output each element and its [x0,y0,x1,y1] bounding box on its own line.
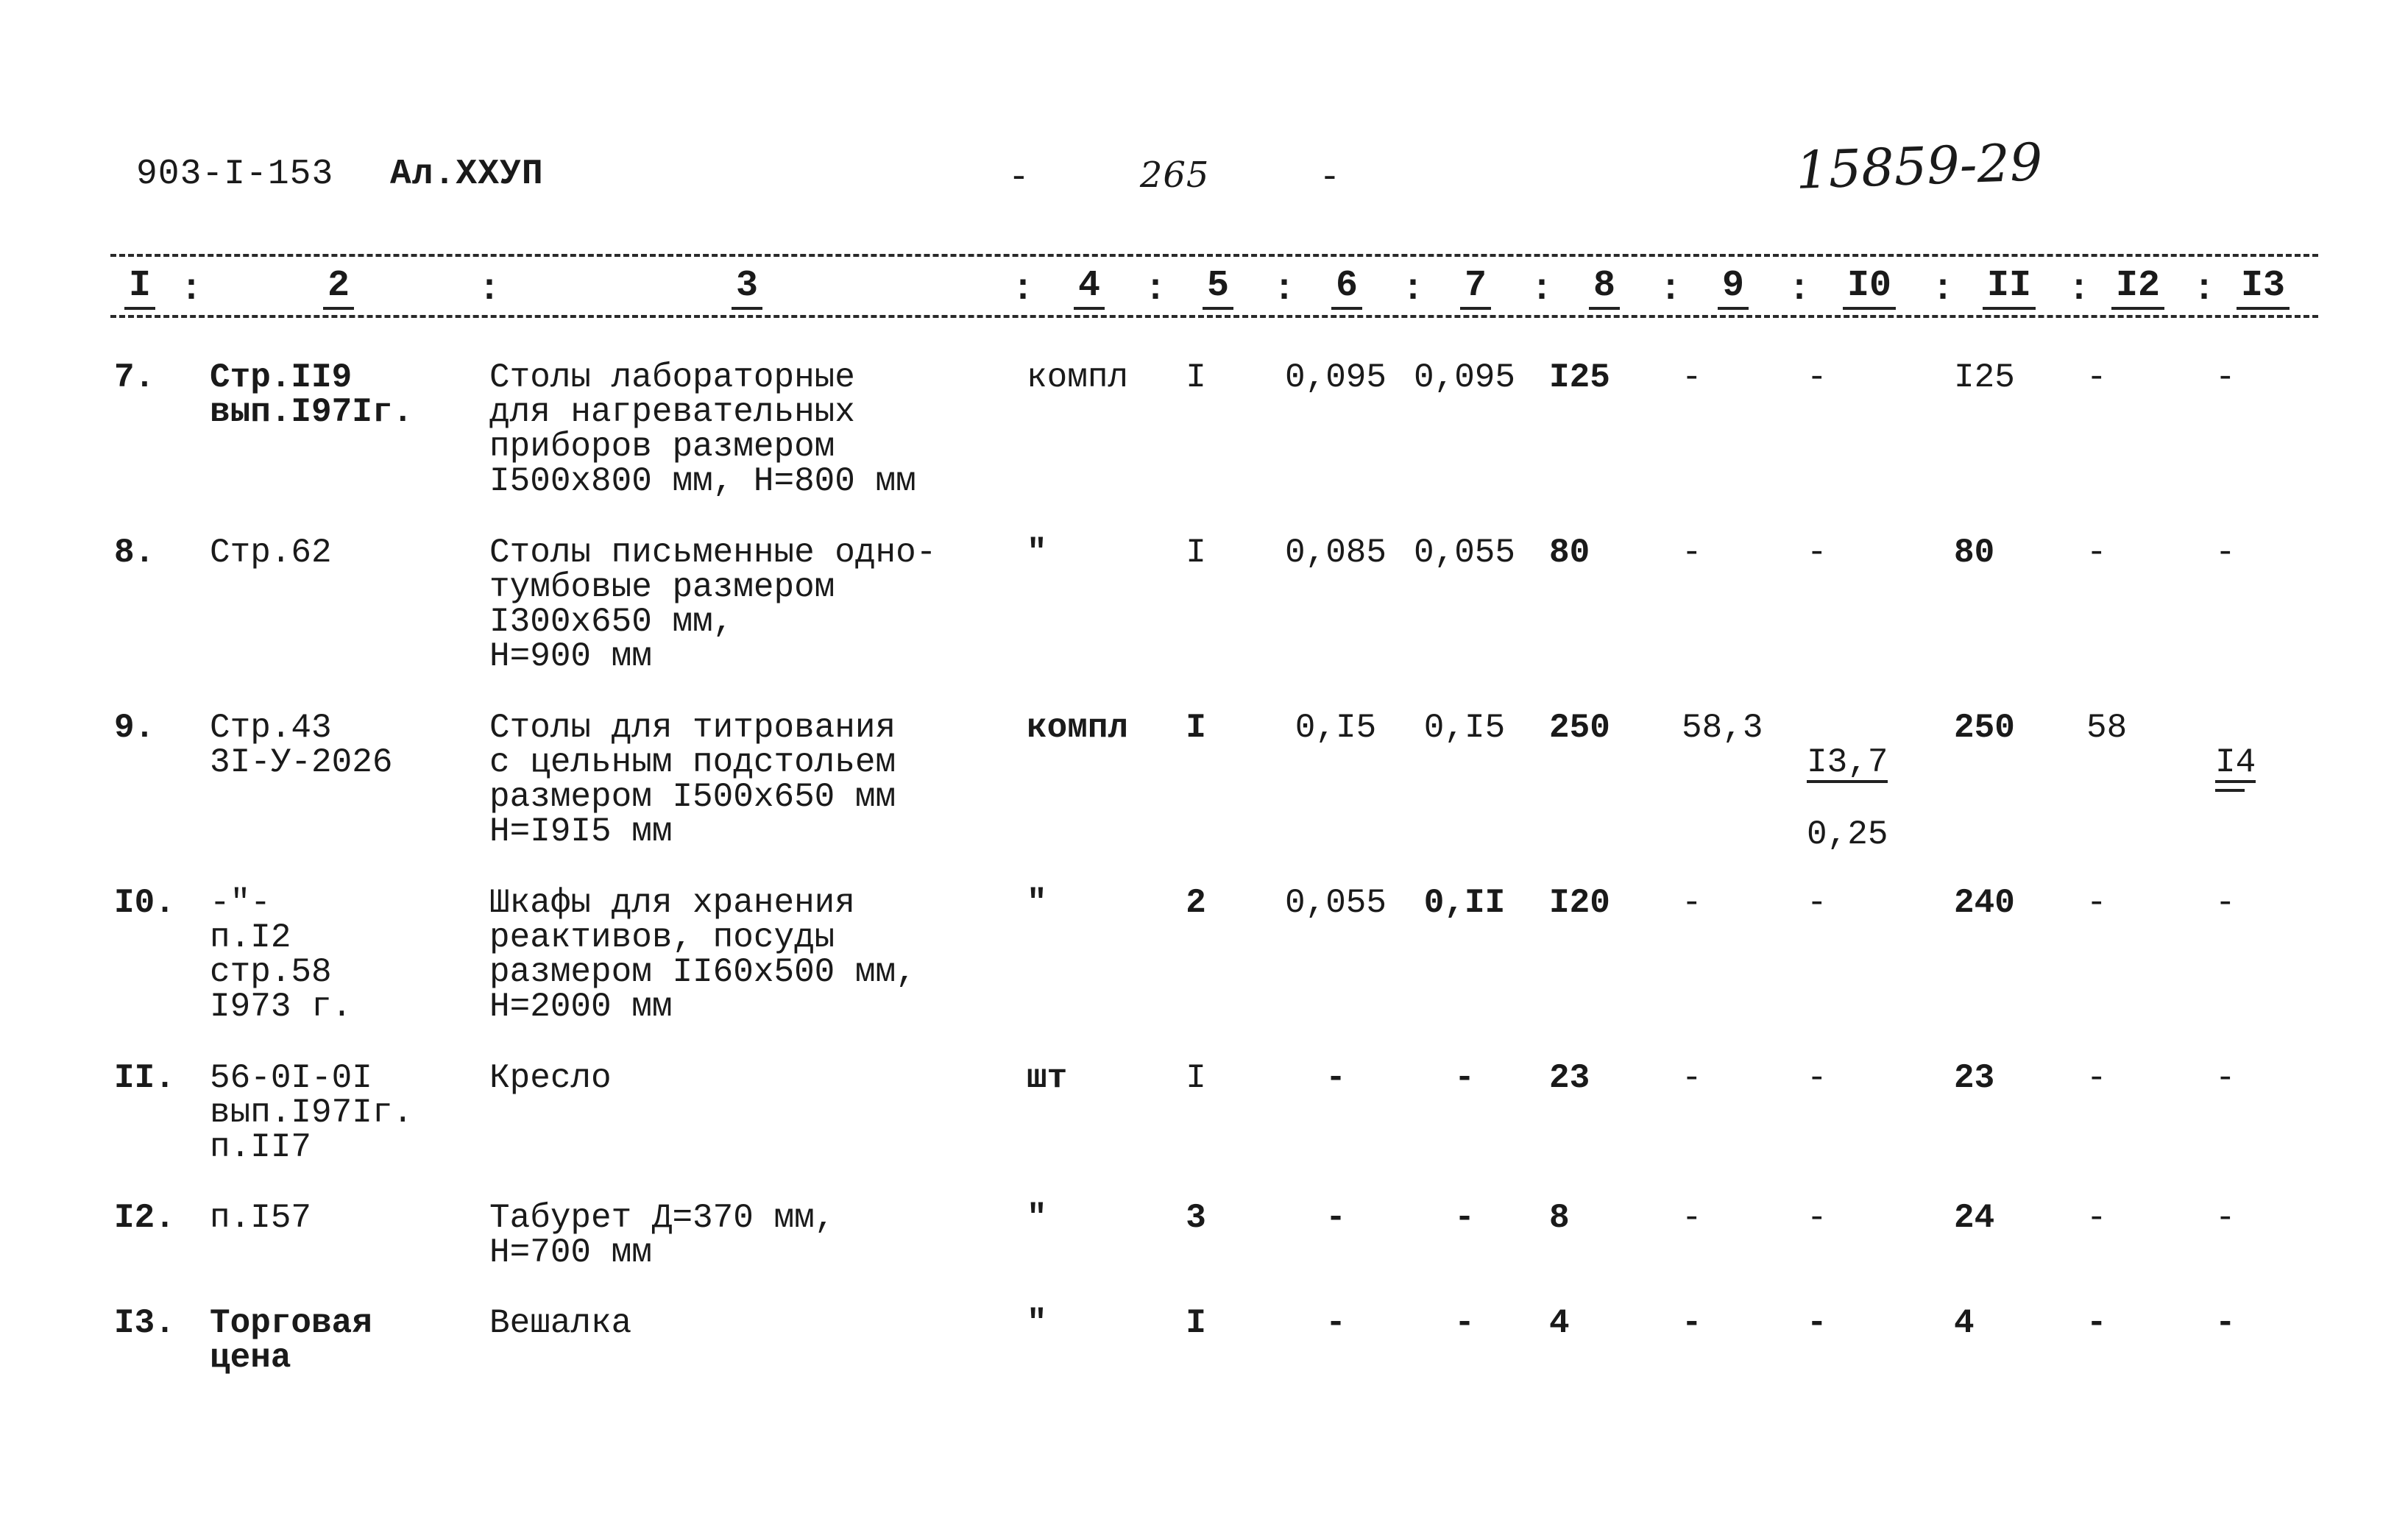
row-name: Столы для титрования с цельным подстольем размером I500x650 мм Н=I9I5 мм [489,709,896,851]
row-unit: " [1027,534,1047,572]
column-separator: : [1012,269,1035,311]
column-separator: : [1531,269,1554,311]
row-unit: компл [1027,709,1129,747]
row-col11: 240 [1954,884,2015,922]
column-header-12: I2 [2083,265,2193,309]
row-col8: I25 [1549,358,1610,397]
column-header-5: 5 [1163,265,1273,309]
row-col11: 24 [1954,1199,1995,1237]
row-number: I3. [114,1304,175,1342]
row-col6: 0,095 [1284,358,1387,397]
row-source: Стр.62 [210,534,332,572]
fraction-numerator: I3,7 [1807,743,1888,782]
row-col6: - [1325,1304,1346,1342]
row-source: -"- п.I2 стр.58 I973 г. [210,884,353,1026]
column-separator: : [1273,269,1296,311]
row-col6: 0,085 [1284,534,1387,572]
row-col8: 250 [1549,709,1610,747]
row-col7: - [1454,1199,1475,1237]
row-col12: - [2086,1199,2107,1237]
column-header-4: 4 [1034,265,1144,309]
row-col11: 80 [1954,534,1995,572]
row-number: 8. [114,534,155,572]
column-separator: : [1402,269,1425,311]
row-name: Кресло [489,1059,612,1097]
row-col13: - [2215,358,2236,397]
handwritten-number: 15859-29 [1794,132,2044,201]
column-header-7: 7 [1420,265,1531,309]
row-col12: - [2086,358,2107,397]
row-col7: - [1454,1304,1475,1342]
row-col13 [2215,711,2303,826]
row-col9: - [1682,358,1702,397]
column-header-13: I3 [2212,265,2315,309]
row-col10: - [1807,1059,1827,1097]
row-col11: 23 [1954,1059,1995,1097]
row-col9: - [1682,1059,1702,1097]
row-number: II. [114,1059,175,1097]
row-col9: - [1682,534,1702,572]
row-number: I2. [114,1199,175,1237]
row-col13: - [2215,1304,2236,1342]
column-separator: : [1932,269,1955,311]
row-col7: - [1454,1059,1475,1097]
sheet-label: Ал.ХХУП [390,155,544,194]
row-source: Стр.43 3I-У-2026 [210,709,393,782]
row-number: 7. [114,358,155,397]
row-col10: - [1807,534,1827,572]
row-col8: 8 [1549,1199,1570,1237]
row-qty: I [1186,534,1206,572]
row-qty: I [1186,358,1206,397]
row-col12: - [2086,1304,2107,1342]
row-source: Торговая цена [210,1304,372,1377]
column-separator: : [180,269,203,311]
row-col10-fraction [1807,711,1895,887]
row-col7: 0,095 [1413,358,1516,397]
row-col11: I25 [1954,358,2015,397]
row-col12: - [2086,534,2107,572]
row-col11: 4 [1954,1304,1975,1342]
fraction-denominator: 0,25 [1807,815,1888,854]
row-col8: 4 [1549,1304,1570,1342]
row-col6: - [1325,1199,1346,1237]
row-col8: 80 [1549,534,1590,572]
row-col9: - [1682,884,1702,922]
row-col7: 0,I5 [1423,709,1506,747]
column-header-3: 3 [489,265,1005,309]
column-separator: : [1144,269,1167,311]
column-header-1: I [114,265,166,309]
row-number: I0. [114,884,175,922]
column-header-6: 6 [1292,265,1402,309]
column-separator: : [2193,269,2216,311]
column-header-9: 9 [1678,265,1788,309]
row-col9: - [1682,1304,1702,1342]
column-separator: : [478,269,501,311]
column-separator: : [1788,269,1811,311]
row-col8: 23 [1549,1059,1590,1097]
row-unit: " [1027,1304,1047,1342]
row-qty: I [1186,1059,1206,1097]
row-qty: 2 [1186,884,1206,922]
row-col13: - [2215,1199,2236,1237]
row-col11: 250 [1954,709,2015,747]
row-unit: шт [1027,1059,1068,1097]
row-qty: I [1186,1304,1206,1342]
row-col9: - [1682,1199,1702,1237]
row-source: Стр.II9 вып.I97Iг. [210,358,414,431]
column-separator: : [2068,269,2091,311]
row-col6: 0,I5 [1295,709,1377,747]
table-header-rule [110,315,2318,318]
page-number: 265 [1139,155,1210,196]
row-qty: I [1186,709,1206,747]
row-name: Вешалка [489,1304,632,1342]
page-dash-right: - [1319,158,1342,198]
row-source: 56-0I-0I вып.I97Iг. п.II7 [210,1059,414,1166]
column-separator: : [1660,269,1682,311]
row-col6: 0,055 [1284,884,1387,922]
column-header-8: 8 [1549,265,1660,309]
document-code: 903-I-153 [136,155,334,194]
underline-dash [2215,789,2245,792]
row-col10: - [1807,358,1827,397]
row-col6: - [1325,1059,1346,1097]
column-header-11: II [1950,265,2068,309]
underlined-value: I4 [2215,743,2256,782]
row-col10: - [1807,1304,1827,1342]
page-dash-left: - [1008,158,1030,198]
row-unit: компл [1027,358,1129,397]
row-col8: I20 [1549,884,1610,922]
row-number: 9. [114,709,155,747]
row-col10: - [1807,1199,1827,1237]
row-name: Шкафы для хранения реактивов, посуды размером II60x500 мм, Н=2000 мм [489,884,916,1026]
row-col7: 0,055 [1413,534,1516,572]
row-qty: 3 [1186,1199,1206,1237]
column-header-10: I0 [1807,265,1932,309]
row-unit: " [1027,1199,1047,1237]
row-name: Столы письменные одно- тумбовые размером I300x650 мм, Н=900 мм [489,534,937,676]
row-col9: 58,3 [1682,709,1763,747]
row-col12: 58 [2086,709,2128,747]
row-col13: - [2215,1059,2236,1097]
row-col13: - [2215,884,2236,922]
row-unit: " [1027,884,1047,922]
row-col12: - [2086,884,2107,922]
row-name: Столы лабораторные для нагревательных приборов размером I500x800 мм, Н=800 мм [489,358,916,500]
row-col7: 0,II [1423,884,1506,922]
table-top-rule [110,254,2318,257]
row-source: п.I57 [210,1199,312,1237]
row-col13: - [2215,534,2236,572]
row-col10: - [1807,884,1827,922]
row-col12: - [2086,1059,2107,1097]
column-header-2: 2 [202,265,475,309]
row-name: Табурет Д=370 мм, Н=700 мм [489,1199,835,1272]
page-number-block [1008,155,1342,198]
